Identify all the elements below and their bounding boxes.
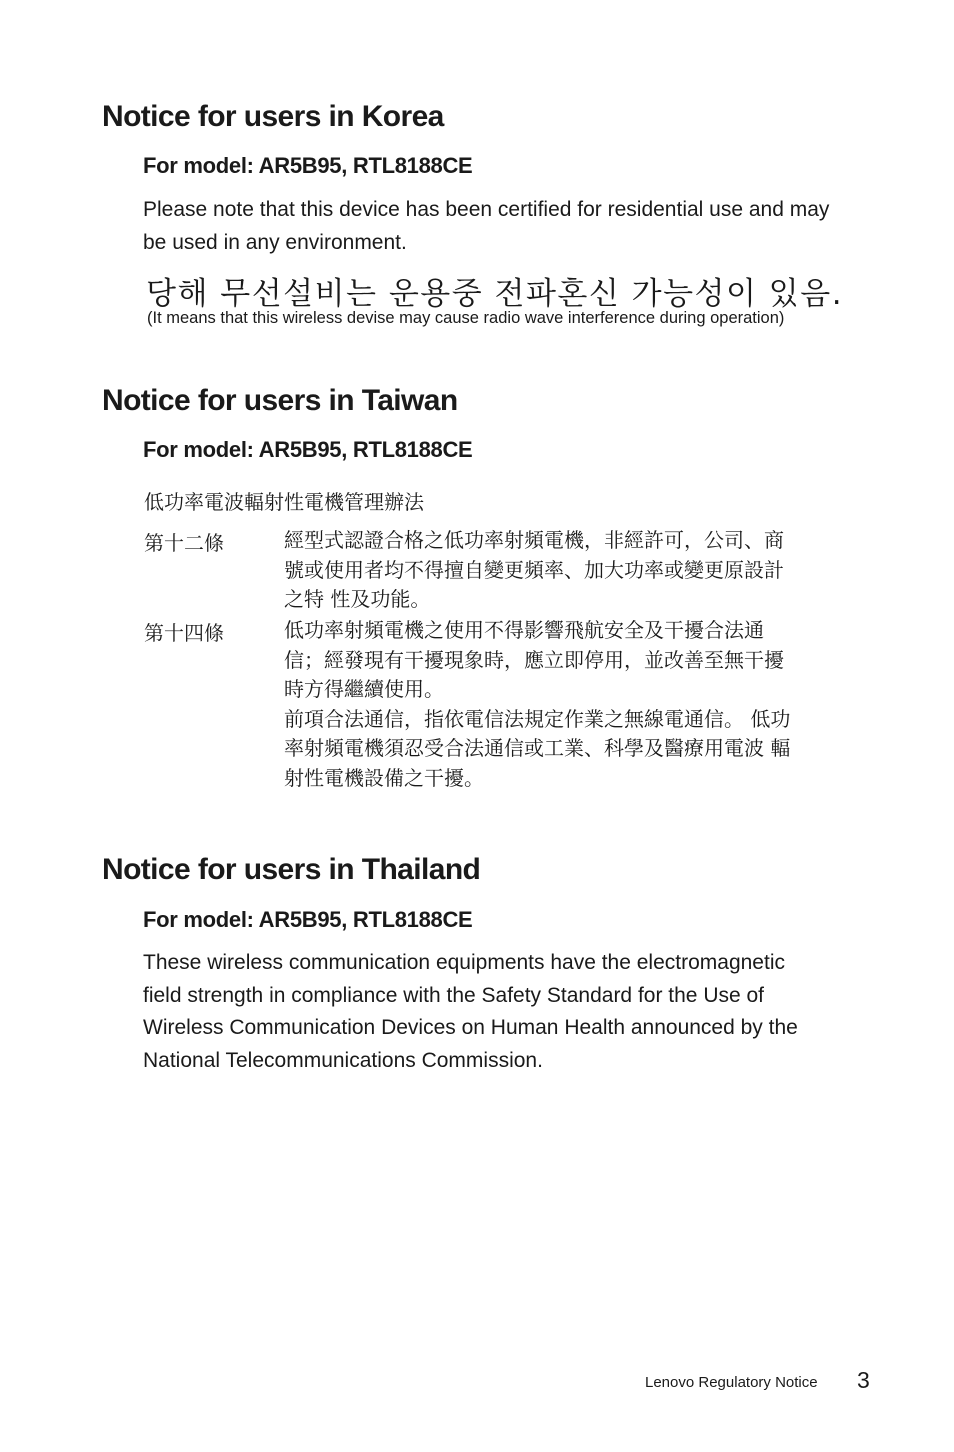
taiwan-article-line: 之特 性及功能。 <box>284 587 431 611</box>
korea-body <box>143 194 878 259</box>
korea-body-line: Please note that this device has been certified for residential use and may <box>143 198 830 221</box>
taiwan-heading: Notice for users in Taiwan <box>102 384 458 417</box>
taiwan-model: For model: AR5B95, RTL8188CE <box>143 437 473 462</box>
thailand-body-line: Wireless Communication Devices on Human Health announced by the <box>143 1016 798 1039</box>
footer-label: Lenovo Regulatory Notice <box>645 1374 818 1391</box>
thailand-heading: Notice for users in Thailand <box>102 853 481 886</box>
taiwan-article-text <box>284 616 874 793</box>
taiwan-article-line: 信；經發現有干擾現象時，應立即停用，並改善至無干擾 <box>284 647 784 672</box>
taiwan-article-text <box>284 526 874 615</box>
taiwan-article-line: 射性電機設備之干擾。 <box>284 765 484 790</box>
page-number: 3 <box>857 1367 870 1393</box>
taiwan-article-line: 號或使用者均不得擅自變更頻率、加大功率或變更原設計 <box>284 557 784 582</box>
korea-translation: (It means that this wireless devise may cause radio wave interference during operation) <box>147 309 785 327</box>
taiwan-article-label: 第十二條 <box>144 531 224 555</box>
taiwan-article-line: 率射頻電機須忍受合法通信或工業、科學及醫療用電波 輻 <box>284 736 791 760</box>
taiwan-article-line: 經型式認證合格之低功率射頻電機，非經許可，公司、商 <box>284 528 784 552</box>
taiwan-article-line: 低功率射頻電機之使用不得影響飛航安全及干擾合法通 <box>284 618 764 642</box>
thailand-model: For model: AR5B95, RTL8188CE <box>143 907 473 932</box>
korea-heading: Notice for users in Korea <box>102 100 444 133</box>
korea-model: For model: AR5B95, RTL8188CE <box>143 153 473 178</box>
korea-korean-notice: 당해 무선설비는 운용중 전파혼신 가능성이 있음. <box>146 276 844 312</box>
korea-body-line: be used in any environment. <box>143 230 407 254</box>
taiwan-article-line: 時方得繼續使用。 <box>284 677 444 701</box>
thailand-body-line: These wireless communication equipments have the electromagnetic <box>143 951 785 974</box>
thailand-body <box>143 947 878 1077</box>
taiwan-regulation-title: 低功率電波輻射性電機管理辦法 <box>144 490 424 514</box>
taiwan-article-line: 前項合法通信，指依電信法規定作業之無線電通信。 低功 <box>284 706 791 731</box>
thailand-body-line: National Telecommunications Commission. <box>143 1048 543 1072</box>
taiwan-article-label: 第十四條 <box>144 621 224 645</box>
thailand-body-line: field strength in compliance with the Safety Standard for the Use of <box>143 983 765 1007</box>
